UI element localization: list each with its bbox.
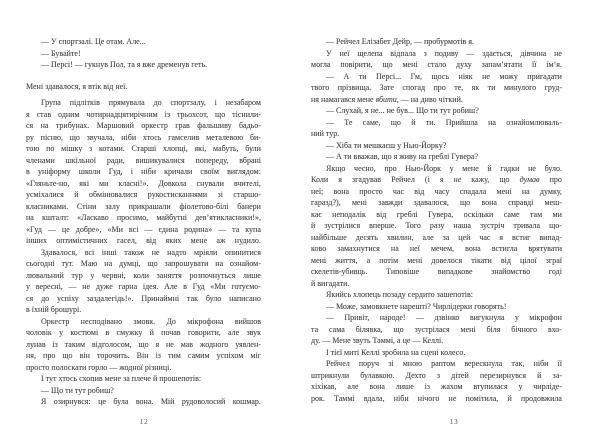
page-number: 12 xyxy=(139,417,149,426)
text-line: — Те саме, що й ти. Прийшла на ознайомлюваль- xyxy=(326,117,562,127)
text-line: скелетів-убивць. Типовіше випадкове знайомство годі xyxy=(311,267,562,276)
text-line: гаразд?), мені завжди здавалося, що вона справді меш- xyxy=(311,198,562,207)
text-line: у вересні, — не дуже гарна ідея. Але в Гуд «Ми готуємо- xyxy=(26,282,261,291)
text-line: лювальний тур у червні, коли заняття розпочнуться лише xyxy=(26,270,261,280)
text-line: найбільше десять хвилин, але за цей час я встиг випад- xyxy=(311,232,562,242)
text-line: — А ти вважав, що я живу на греблі Гувера? xyxy=(326,152,479,161)
text-line: ково замахнутися на неї мечем, вона встигла врятувати xyxy=(311,244,562,253)
text-line: — Що ти тут робиш? xyxy=(41,385,114,395)
text-line: У неї щелепа відпала з подиву — здається, дівчина не xyxy=(326,48,562,58)
text-line: ня, про що він торочить. Він із тим самим успіхом міг xyxy=(26,351,261,360)
text-line: «Гуд — це добре», «Ми всі — єдина родина» — та купа xyxy=(26,224,261,234)
text-line: ду. — Мене звуть Таммі, а це — Келлі. xyxy=(311,336,444,345)
text-line: хіхікав, але вона лише із жахом втупилася у чирліде- xyxy=(311,382,562,391)
page-left xyxy=(26,36,261,436)
text-line: — Хіба ти мешкаєш у Нью-Йорку? xyxy=(326,140,447,150)
page-right xyxy=(311,36,562,436)
text-line: ний тур. xyxy=(311,129,340,138)
text-line: — Слухай, я не... не був... Що ти тут робиш? xyxy=(326,106,479,115)
page-number: 13 xyxy=(449,417,459,426)
text-line: Група підлітків прямувала до спортзалу, і незабаром xyxy=(41,98,261,107)
text-line: Я озирнувся: це була вона. Мій рудоволосий кошмар. xyxy=(41,397,261,406)
text-line: — А ти Персі... Гм, щось ніяк не можу пригадати xyxy=(326,71,562,81)
text-line: в уніформу школи Гуд, і ніби кричали своїм виглядом: xyxy=(26,167,261,176)
text-line: Мені здавалося, я втік від неї. xyxy=(26,81,128,91)
text-line: неї; вона просто час від часу спадала мені на думку, xyxy=(311,186,562,196)
text-line: — Персі! — гукнув Пол, та я вже дременув геть. xyxy=(41,60,208,69)
text-line: Рейчел поруч зі мною раптом верескнула так, ніби її xyxy=(326,359,562,368)
text-line: — Бувайте! xyxy=(41,48,81,58)
text-line: — Може, замовкнете нарешті? Чирлідерки говорять! xyxy=(326,301,507,311)
text-line: — Привіт, народе! — дзвінко вигукнула у мікрофон xyxy=(326,313,562,322)
text-line: Якщо чесно, про Нью-Йорк у мене й гадки не було. xyxy=(326,163,562,173)
text-line: мені життя, а потім мені довелося тікати від цілої зграї xyxy=(311,255,562,265)
text-line: інших оптимістичних гасел, від яких мене аж нудило. xyxy=(26,236,261,245)
text-line: «Гляньте-но, які ми класні!». Довкола снували вчителі, xyxy=(26,178,261,188)
text-line: на кшталт: «Ласкаво просимо, майбутні дев’ятикласники!», xyxy=(26,213,261,222)
text-line: класниками. Стіни залу прикрашали фіолетово-білі банери xyxy=(26,201,261,211)
text-line: ся на трибунах. Маршовий оркестр грав фальшиву бадьо- xyxy=(26,121,261,130)
text-line: ру пісню, що звучала, ніби хтось гамселив металевою би- xyxy=(26,132,261,142)
text-line: сьогодні тут. Маю на думці, що запрошувати на ознайом- xyxy=(26,259,261,268)
text-line: кає неподалік від греблі Гувера, оскільки саме там ми xyxy=(311,209,562,219)
text-line: Коли я згадував Рейчел (і я не кажу, що думав про xyxy=(311,175,562,184)
text-line: усміхалися й обмінювалися рукостисканнями зі старшо- xyxy=(26,190,261,199)
text-line: та сама білявка, що зустрілася мені біля бічного вхо- xyxy=(311,324,562,334)
text-line: членами шкільної ради, вишикувалися попереду, вбрані xyxy=(26,155,261,165)
text-line: — Рейчел Елізабет Дейр, — пробурмотів я. xyxy=(326,37,475,46)
page-text-column xyxy=(311,36,562,404)
text-line: Здавалося, всі інші також не надто мріяли опинитися xyxy=(41,247,261,257)
text-line: Оркестр несподівано змовк. До мікрофона вийшов xyxy=(41,316,261,326)
text-line: ня намагався мене вбити, — на диво чіткий. xyxy=(311,94,463,104)
text-line: І тут хтось схопив мене за плече й прошепотів: xyxy=(41,374,202,383)
text-line: чоловік у костюмі в смужку й почав говорити, але звук xyxy=(26,328,261,337)
text-line: — У спортзалі. Це отам. Але... xyxy=(41,37,146,46)
text-line: й вигадати. xyxy=(311,278,350,288)
text-line: й зустрілися вперше. Того разу наша зустріч тривала що- xyxy=(311,221,562,230)
page-text-column xyxy=(26,36,261,408)
text-line: рок. Таммі вдала, ніби нічого не помітила, й продовжила xyxy=(311,393,562,403)
text-line: я став одним чотирнадцятирічним із трьохсот, що тіснили- xyxy=(26,109,261,119)
text-line: могла повірити, що мені стало духу запам’ятати її ім’я. xyxy=(311,60,562,69)
text-line: в їхній брошурі. xyxy=(26,305,82,314)
text-line: тою по мішку з котами. Старші хлопці, які, мабуть, були xyxy=(26,144,261,153)
text-line: Якийсь хлопець позаду сердито зашепотів: xyxy=(326,290,473,299)
text-line: твого прізвища. Зате спогад про те, як ти минулого груд- xyxy=(311,83,562,92)
text-line: лунав із таким відголосом, що я не мав жодного уявлен- xyxy=(26,339,261,349)
text-line: І тієї миті Келлі зробила на сцені колесо. xyxy=(326,347,466,357)
text-line: штрикнули булавкою. Дехто з дітей перезирнувся й за- xyxy=(311,370,562,380)
text-line: просто полоскати горло — жодної різниці. xyxy=(26,362,172,372)
text-line: ся до успіху заздалегідь!». Принаймні так було написано xyxy=(26,293,261,303)
